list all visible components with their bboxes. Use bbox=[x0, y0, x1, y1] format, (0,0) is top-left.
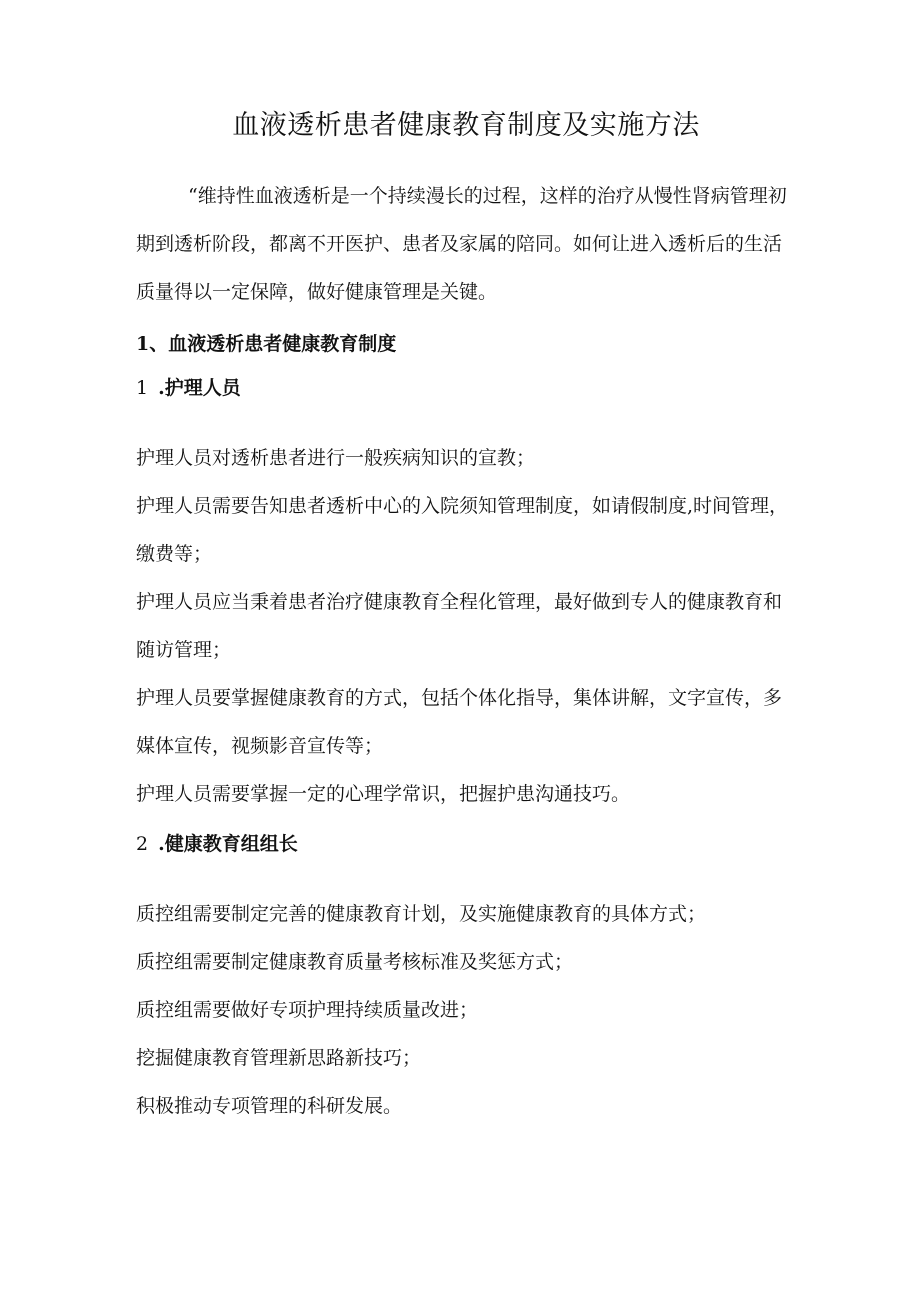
document-content bbox=[136, 106, 796, 1140]
subsection-number: 2 bbox=[136, 833, 149, 855]
subsection-number: 1 bbox=[136, 377, 149, 399]
section-heading: 1、血液透析患者健康教育制度 bbox=[136, 333, 397, 355]
list-item: 积极推动专项管理的科研发展。 bbox=[136, 1095, 403, 1117]
subsection-heading-team-leader bbox=[136, 828, 796, 860]
team-leader-duties-list bbox=[136, 890, 796, 1130]
list-item: 挖掘健康教育管理新思路新技巧； bbox=[136, 1047, 422, 1069]
intro-paragraph: “维持性血液透析是一个持续漫长的过程，这样的治疗从慢性肾病管理初期到透析阶段，都离不开医护、患者及家属的陪同。如何让进入透析后的生活质量得以一定保障，做好健康管理是关键。 bbox=[136, 185, 787, 303]
list-item: 质控组需要制定健康教育质量考核标准及奖惩方式； bbox=[136, 951, 574, 973]
list-item: 质控组需要制定完善的健康教育计划，及实施健康教育的具体方式； bbox=[136, 903, 707, 925]
list-item: 护理人员应当秉着患者治疗健康教育全程化管理，最好做到专人的健康教育和随访管理； bbox=[136, 591, 783, 661]
subsection-label: .护理人员 bbox=[158, 377, 241, 399]
list-item: 护理人员需要告知患者透析中心的入院须知管理制度，如请假制度,时间管理，缴费等； bbox=[136, 495, 789, 565]
list-item: 护理人员要掌握健康教育的方式，包括个体化指导，集体讲解，文字宣传，多媒体宣传，视频影音宣传等； bbox=[136, 687, 783, 757]
subsection-label: .健康教育组组长 bbox=[158, 833, 298, 855]
nurse-duties-list bbox=[136, 434, 796, 818]
subsection-heading-nurses bbox=[136, 372, 796, 404]
list-item: 护理人员对透析患者进行一般疾病知识的宣教； bbox=[136, 447, 536, 469]
list-item: 质控组需要做好专项护理持续质量改进； bbox=[136, 999, 479, 1021]
document-title: 血液透析患者健康教育制度及实施方法 bbox=[232, 110, 700, 141]
list-item: 护理人员需要掌握一定的心理学常识，把握护患沟通技巧。 bbox=[136, 783, 631, 805]
